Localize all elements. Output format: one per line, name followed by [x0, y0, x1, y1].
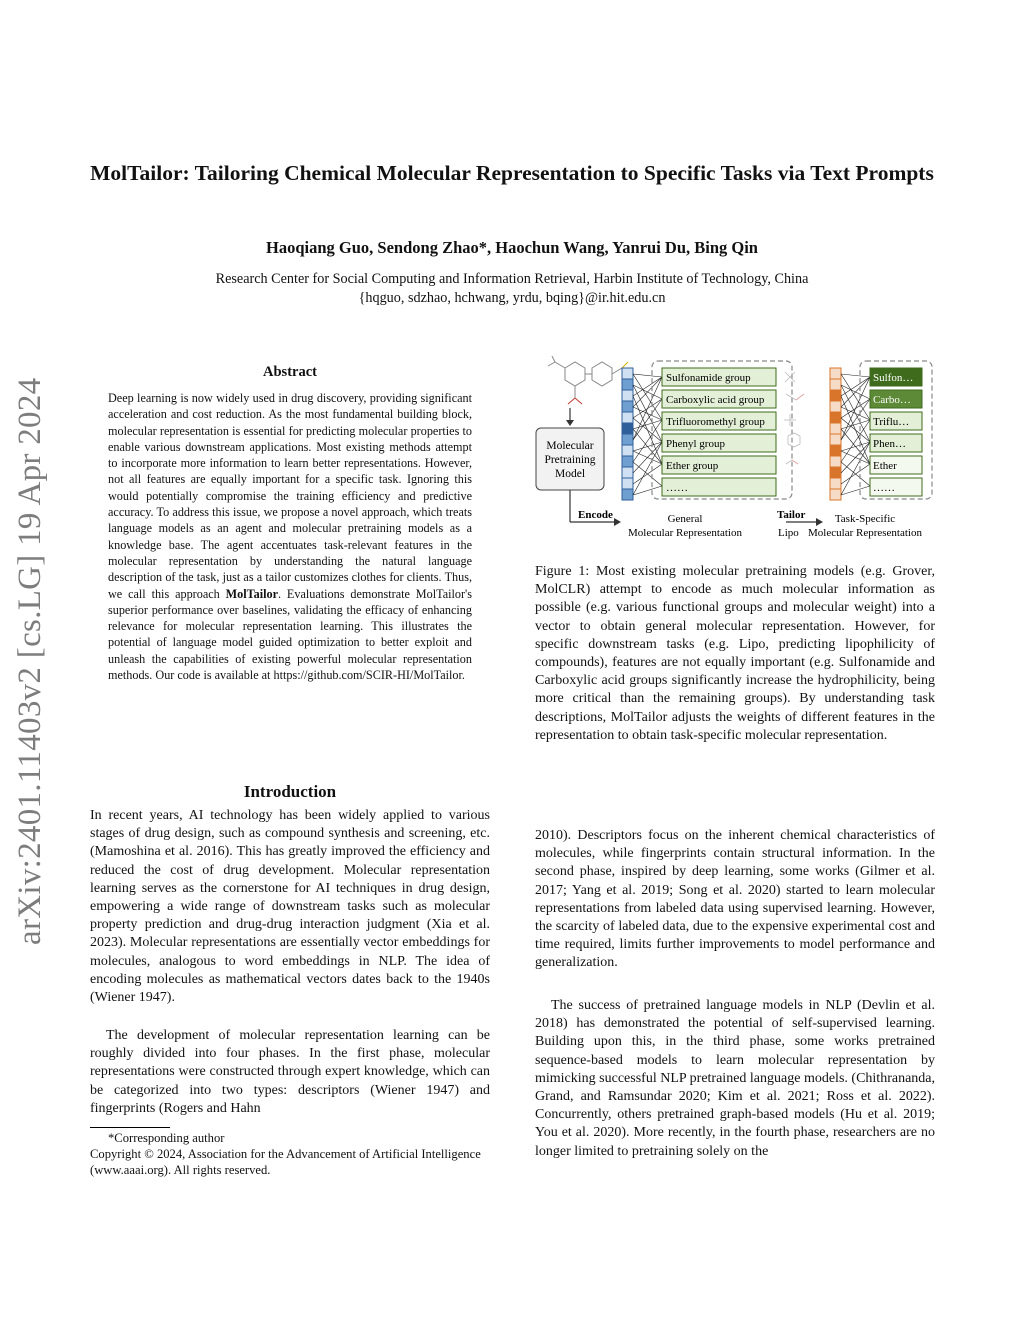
task-label: Lipo: [778, 527, 799, 539]
vector-cell: [830, 445, 841, 456]
tailor-arrow-head-icon: [816, 518, 823, 526]
vector-cell: [830, 434, 841, 445]
vector-cell: [830, 489, 841, 500]
intro-paragraph-1: In recent years, AI technology has been widely applied to various stages of drug design, such as compound synthesis and screening, etc. (Mamoshina et al. 2016). This has greatly improved the efficiency and reduced the cost of drug development. Molecular representation learning serves as the cornerstone for AI techniques in drug design, empowering a wide range of downstream tasks such as molecular property prediction and drug-drug interaction judgment (Xia et al. 2023). Molecular representations are essentially vector embeddings for molecules, analogous to word embeddings in NLP. The idea of encoding molecules as mathematical vectors dates back to the 1940s (Wiener 1947).: [90, 808, 490, 1006]
vector-cell: [622, 412, 633, 423]
specific-vector: [830, 368, 841, 500]
abstract-text: [108, 390, 472, 683]
model-label-line-2: Pretraining: [544, 454, 596, 466]
molecule-structure-icon: [548, 356, 630, 404]
encode-arrow-head-icon: [614, 518, 621, 526]
footnote-rule: [90, 1127, 170, 1128]
feature-label: Carbo…: [873, 394, 911, 406]
feature-label: Sulfonamide group: [666, 372, 751, 384]
vector-cell: [622, 456, 633, 467]
general-vector: [622, 368, 633, 500]
email-list: {hqguo, sdzhao, hchwang, yrdu, bqing}@ir.hit.edu.cn: [358, 290, 666, 306]
feature-label: ……: [666, 482, 688, 494]
model-label-line-1: Molecular: [546, 440, 594, 452]
functional-group-icons: [784, 372, 804, 464]
intro-paragraph-2: The development of molecular representation learning can be roughly divided into four phases. In the first phase, molecular representations were constructed through expert knowledge, which can be categorized into two types: descriptors (Wiener 1947) and fingerprints (Rogers and Hahn: [90, 1028, 490, 1116]
vector-cell: [830, 390, 841, 401]
corresponding-author-note: *Corresponding author: [108, 1131, 225, 1145]
feature-label: ……: [873, 482, 895, 494]
specific-connections: [841, 374, 870, 495]
feature-label: Triflu…: [873, 416, 910, 428]
encode-label: Encode: [578, 509, 613, 521]
specific-feature-list: [870, 368, 922, 496]
feature-label: Carboxylic acid group: [666, 394, 765, 406]
intro-paragraph-4: The success of pretrained language models in NLP (Devlin et al. 2018) has demonstrated the potential of self-supervised learning. Building upon this, in the third phase, some works pretrained sequence-based models to learn molecular representation by mimicking successful NLP pretrained language models. (Chithrananda, Grand, and Ramsundar 2020; Kim et al. 2021; Ross et al. 2022). Concurrently, others pretrained graph-based models (Hu et al. 2019; You et al. 2020). More recently, in the fourth phase, researchers are no longer limited to pretraining solely on the: [535, 998, 935, 1159]
vector-cell: [622, 423, 633, 434]
vector-cell: [622, 478, 633, 489]
arrow-head-icon: [566, 420, 574, 426]
abstract-method-name: MolTailor: [225, 586, 278, 601]
general-feature-list: [662, 368, 776, 496]
copyright-note: Copyright © 2024, Association for the Advancement of Artificial Intelligence (www.aaai.org). All rights reserved.: [90, 1147, 481, 1177]
affiliation: Research Center for Social Computing and Information Retrieval, Harbin Institute of Technology, China: [215, 271, 809, 287]
specific-label-line-2: Molecular Representation: [808, 527, 922, 539]
general-label-line-2: Molecular Representation: [628, 527, 742, 539]
author-list: Haoqiang Guo, Sendong Zhao*, Haochun Wang, Yanrui Du, Bing Qin: [266, 238, 758, 257]
specific-label-line-1: Task-Specific: [834, 513, 896, 525]
intro-paragraph-3: 2010). Descriptors focus on the inherent chemical characteristics of molecules, while fingerprints contain structural information. In the second phase, inspired by deep learning, some works (Gilmer et al. 2017; Yang et al. 2019; Song et al. 2020) started to learn molecular representations from labeled data using supervised learning. However, the scarcity of labeled data, due to the expensive experimental cost and time required, limits further improvements to model performance and generalization.: [535, 828, 935, 971]
feature-label: Sulfon…: [873, 372, 914, 384]
abstract-text-part1: Deep learning is now widely used in drug discovery, providing significant acceleration and cost reduction. As the most fundamental building block, molecular representation is essential for predicting molecular properties to enable various downstream applications. Most existing methods attempt to incorporate more information to learn better representations. However, not all features are equally important for a specific task. Ignoring this would potentially compromise the training efficiency and predictive accuracy. To address this issue, we propose a novel approach, which treats language models as an agent and molecular pretraining models as a knowledge base. The agent accentuates task-relevant features in the molecular representation by understanding the natural language description of the task, just as a tailor customizes clothes for clients. Thus, we call this approach: [108, 391, 472, 601]
vector-cell: [830, 467, 841, 478]
vector-cell: [830, 401, 841, 412]
vector-cell: [622, 390, 633, 401]
vector-cell: [830, 478, 841, 489]
introduction-heading: Introduction: [243, 782, 337, 801]
model-label-line-3: Model: [554, 468, 586, 480]
vector-cell: [622, 368, 633, 379]
general-label-line-1: General: [667, 513, 703, 525]
vector-cell: [622, 401, 633, 412]
tailor-label: Tailor: [777, 509, 806, 521]
affiliation-block: [60, 270, 964, 308]
feature-label: Phenyl group: [666, 438, 725, 450]
vector-cell: [622, 445, 633, 456]
vector-cell: [622, 467, 633, 478]
figure-1-caption: Figure 1: Most existing molecular pretraining models (e.g. Grover, MolCLR) attempt to encode as much molecular information as possible (e.g. various functional groups and molecular weight) into a vector to obtain general molecular representation. However, for specific downstream tasks (e.g. Lipo, predicting lipophilicity of compounds), features are not equally important (e.g. Sulfonamide and Carboxylic acid groups significantly increase the hydrophilicity, being more critical than the remaining groups). By understanding task descriptions, MolTailor adjusts the weights of different features in the representation to obtain task-specific molecular representation.: [535, 564, 935, 743]
vector-cell: [622, 434, 633, 445]
feature-label: Trifluoromethyl group: [666, 416, 765, 428]
general-connections: [633, 374, 662, 495]
footnote: [90, 1130, 490, 1178]
figure-1-diagram: [530, 356, 940, 546]
abstract-text-part2: . Evaluations demonstrate MolTailor's superior performance over baselines, validating the efficacy of enhancing relevance for molecular representation learning. This illustrates the potential of language model guided optimization to better exploit and unleash the capabilities of existing powerful molecular representation methods. Our code is available at https://github.com/SCIR-HI/MolTailor.: [108, 586, 472, 683]
vector-cell: [830, 423, 841, 434]
vector-cell: [830, 368, 841, 379]
feature-label: Ether group: [666, 460, 719, 472]
abstract-heading: Abstract: [263, 364, 317, 380]
feature-label: Ether: [873, 460, 897, 472]
figure-1: [530, 356, 940, 546]
vector-cell: [622, 489, 633, 500]
feature-label: Phen…: [873, 438, 906, 450]
paper-title: MolTailor: Tailoring Chemical Molecular Representation to Specific Tasks via Text Prompts: [90, 161, 934, 185]
vector-cell: [830, 412, 841, 423]
vector-cell: [830, 456, 841, 467]
arxiv-stamp: arXiv:2401.11403v2 [cs.LG] 19 Apr 2024: [12, 377, 48, 945]
vector-cell: [830, 379, 841, 390]
vector-cell: [622, 379, 633, 390]
